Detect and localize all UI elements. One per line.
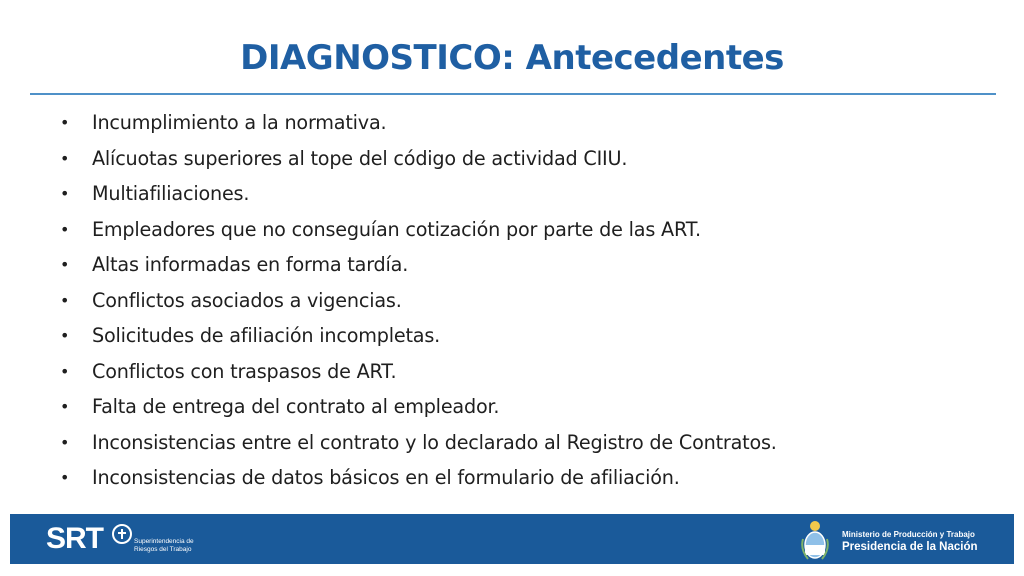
bullet-text: Falta de entrega del contrato al empleador. <box>92 395 500 418</box>
bullet-icon: • <box>60 361 70 381</box>
ministry-name: Ministerio de Producción y Trabajo <box>842 530 975 539</box>
bullet-icon: • <box>60 219 70 239</box>
argentina-coat-of-arms-icon <box>800 519 830 561</box>
list-item <box>60 250 1000 286</box>
bullet-icon: • <box>60 326 70 345</box>
bullet-icon: • <box>60 468 70 487</box>
bullet-icon: • <box>60 255 70 274</box>
bullet-text: Multiafiliaciones. <box>92 182 250 205</box>
bullet-icon: • <box>60 184 70 203</box>
srt-cross-icon <box>112 524 132 544</box>
srt-subtitle-line1: Superintendencia de <box>134 538 194 545</box>
title-divider <box>30 93 996 95</box>
bullet-text: Altas informadas en forma tardía. <box>92 253 409 276</box>
bullet-text: Conflictos asociados a vigencias. <box>92 288 402 312</box>
footer-bar <box>10 514 1014 564</box>
bullet-icon: • <box>60 113 70 132</box>
bullet-text: Inconsistencias entre el contrato y lo declarado al Registro de Contratos. <box>92 430 777 454</box>
srt-subtitle <box>134 538 194 554</box>
bullet-icon: • <box>60 397 70 416</box>
srt-logo <box>46 522 226 556</box>
bullet-icon: • <box>60 148 70 168</box>
list-item <box>60 321 1000 357</box>
bullet-text: Solicitudes de afiliación incompletas. <box>92 324 441 347</box>
slide-title: DIAGNOSTICO: Antecedentes <box>240 38 784 78</box>
bullet-icon: • <box>60 432 70 452</box>
government-logo <box>800 518 1000 562</box>
list-item <box>60 286 1000 322</box>
bullet-text: Alícuotas superiores al tope del código de actividad CIIU. <box>92 146 628 170</box>
bullet-text: Inconsistencias de datos básicos en el formulario de afiliación. <box>92 466 680 489</box>
list-item <box>60 108 1000 144</box>
bullet-text: Empleadores que no conseguían cotización por parte de las ART. <box>92 217 701 241</box>
list-item <box>60 428 1000 464</box>
list-item <box>60 463 1000 499</box>
list-item <box>60 215 1000 251</box>
bullet-icon: • <box>60 290 70 310</box>
list-item <box>60 179 1000 215</box>
list-item <box>60 357 1000 393</box>
bullet-list <box>60 108 1000 499</box>
bullet-text: Conflictos con traspasos de ART. <box>92 359 397 383</box>
srt-subtitle-line2: Riesgos del Trabajo <box>134 546 192 553</box>
srt-acronym: SRT <box>46 522 103 555</box>
list-item <box>60 392 1000 428</box>
bullet-text: Incumplimiento a la normativa. <box>92 111 387 134</box>
presidency-name: Presidencia de la Nación <box>842 541 978 553</box>
list-item <box>60 144 1000 180</box>
